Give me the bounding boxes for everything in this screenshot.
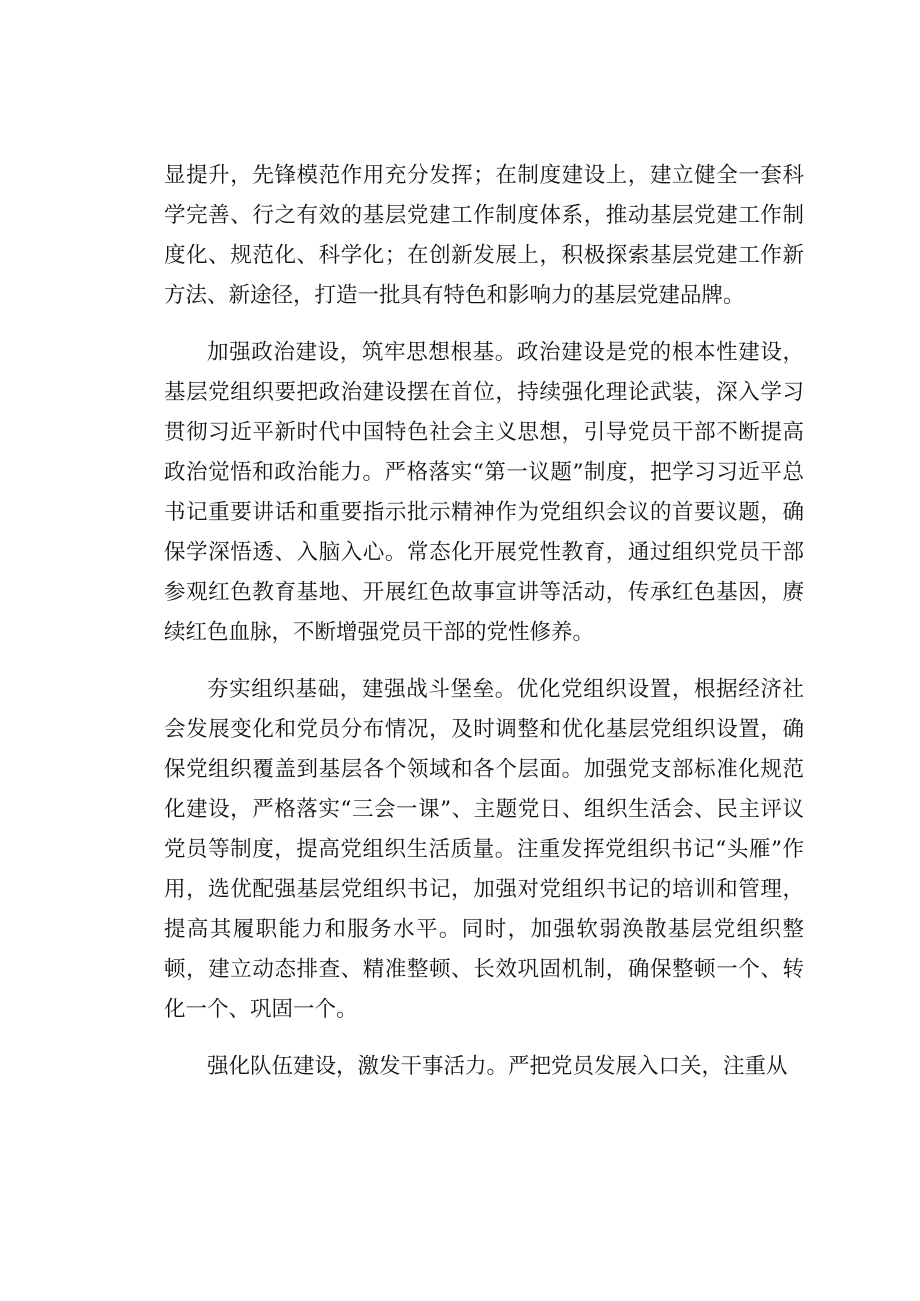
paragraph-team-building: 强化队伍建设，激发干事活力。严把党员发展入口关，注重从 [207, 1054, 788, 1079]
paragraph-continuation: 显提升，先锋模范作用充分发挥；在制度建设上，建立健全一套科学完善、行之有效的基层党建工作制度体系，推动基层党建工作制度化、规范化、科学化；在创新发展上，积极探索基层党建工作新方法、新途径，打造一批具有特色和影响力的基层党建品牌。 [164, 163, 804, 308]
paragraph-political-building: 加强政治建设，筑牢思想根基。政治建设是党的根本性建设，基层党组织要把政治建设摆在首位，持续强化理论武装，深入学习贯彻习近平新时代中国特色社会主义思想，引导党员干部不断提高政治觉悟和政治能力。严格落实“第一议题”制度，把学习习近平总书记重要讲话和重要指示批示精神作为党组织会议的首要议题，确保学深悟透、入脑入心。常态化开展党性教育，通过组织党员干部参观红色教育基地、开展红色故事宣讲等活动，传承红色基因，赓续红色血脉，不断增强党员干部的党性修养。 [164, 340, 804, 645]
paragraph-organization-foundation: 夯实组织基础，建强战斗堡垒。优化党组织设置，根据经济社会发展变化和党员分布情况，及时调整和优化基层党组织设置，确保党组织覆盖到基层各个领域和各个层面。加强党支部标准化规范化建设，严格落实“三会一课”、主题党日、组织生活会、民主评议党员等制度，提高党组织生活质量。注重发挥党组织书记“头雁”作用，选优配强基层党组织书记，加强对党组织书记的培训和管理，提高其履职能力和服务水平。同时，加强软弱涣散基层党组织整顿，建立动态排查、精准整顿、长效巩固机制，确保整顿一个、转化一个、巩固一个。 [164, 677, 804, 1022]
document-body [164, 156, 804, 1104]
